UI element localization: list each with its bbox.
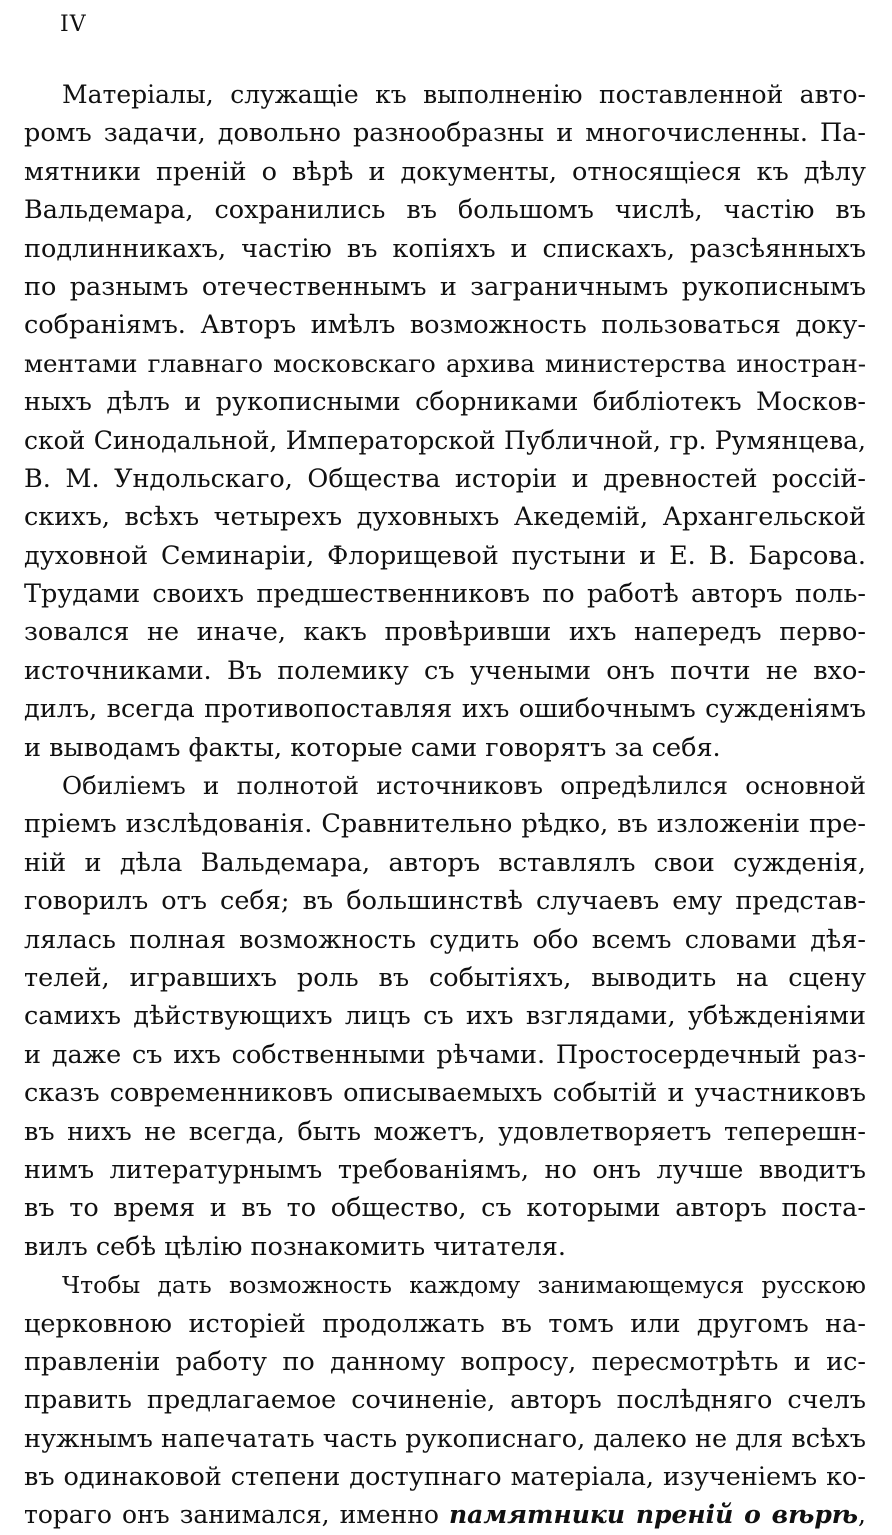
- text-line: Матеріалы, служащіе къ выполненію поставленной авто-: [62, 80, 866, 109]
- text-line: ромъ задачи, довольно разнообразны и многочисленны. Па-: [24, 118, 866, 149]
- text-line: говорилъ отъ себя; въ большинствѣ случаевъ ему представ-: [24, 886, 866, 917]
- text-line: телей, игравшихъ роль въ событіяхъ, выводить на сцену: [24, 962, 866, 993]
- text-line: пріемъ изслѣдованія. Сравнительно рѣдко, въ изложеніи пре-: [24, 809, 866, 840]
- text-line: въ нихъ не всегда, быть можетъ, удовлетворяетъ теперешн-: [24, 1116, 866, 1147]
- text-line: по разнымъ отечественнымъ и заграничнымъ рукописнымъ: [24, 271, 866, 302]
- text-line: нимъ литературнымъ требованіямъ, но онъ лучше вводитъ: [24, 1154, 866, 1185]
- text-line: дилъ, всегда противопоставляя ихъ ошибочнымъ сужденіямъ: [24, 694, 866, 725]
- text-line: мятники преній о вѣрѣ и документы, относящіеся къ дѣлу: [24, 156, 866, 187]
- text-line-suffix: ,: [858, 1500, 866, 1530]
- text-line: ныхъ дѣлъ и рукописными сборниками библіотекъ Москов-: [24, 387, 866, 418]
- text-line: собраніямъ. Авторъ имѣлъ возможность пользоваться доку-: [24, 310, 866, 341]
- text-line: подлинникахъ, частію въ копіяхъ и спискахъ, разсѣянныхъ: [24, 233, 866, 264]
- text-line: скихъ, всѣхъ четырехъ духовныхъ Акедемій, Архангельской: [24, 502, 866, 533]
- text-line: лялась полная возможность судить обо всемъ словами дѣя-: [24, 924, 866, 955]
- paragraph-3: [24, 1266, 866, 1535]
- text-line: духовной Семинаріи, Флорищевой пустыни и Е. В. Барсова.: [24, 540, 866, 571]
- body-text: [24, 76, 866, 1535]
- text-line: править предлагаемое сочиненіе, авторъ послѣдняго счелъ: [24, 1385, 866, 1416]
- text-line-prefix: тораго онъ занимался, именно: [24, 1500, 449, 1530]
- text-line: самихъ дѣйствующихъ лицъ съ ихъ взглядами, убѣжденіями: [24, 1001, 866, 1032]
- text-line: источниками. Въ полемику съ учеными онъ почти не вхо-: [24, 655, 866, 686]
- text-line: ментами главнаго московскаго архива министерства иностран-: [24, 348, 866, 378]
- text-line: въ то время и въ то общество, съ которыми авторъ поста-: [24, 1193, 866, 1224]
- text-line: правленіи работу по данному вопросу, пересмотрѣть и ис-: [24, 1346, 866, 1377]
- text-line: ній и дѣла Вальдемара, авторъ вставлялъ свои сужденія,: [24, 847, 866, 878]
- text-line: нужнымъ напечатать часть рукописнаго, далеко не для всѣхъ: [24, 1423, 866, 1454]
- paragraph-1: [24, 76, 866, 767]
- text-line: Трудами своихъ предшественниковъ по работѣ авторъ поль-: [24, 579, 866, 610]
- text-line: В. М. Ундольскаго, Общества исторіи и древностей россій-: [24, 463, 866, 494]
- text-line: Вальдемара, сохранились въ большомъ числѣ, частію въ: [24, 195, 866, 226]
- text-line: Чтобы дать возможность каждому занимающемуся русскою: [62, 1271, 866, 1300]
- text-line: и даже съ ихъ собственными рѣчами. Простосердечный раз-: [24, 1039, 866, 1070]
- text-line: сказъ современниковъ описываемыхъ событій и участниковъ: [24, 1078, 866, 1109]
- text-line: ской Синодальной, Императорской Публичной, гр. Румянцева,: [24, 425, 866, 455]
- paragraph-2: [24, 767, 866, 1266]
- text-line: Обиліемъ и полнотой источниковъ опредѣлился основной: [62, 771, 866, 801]
- text-line: зовался не иначе, какъ провѣривши ихъ напередъ перво-: [24, 617, 866, 648]
- text-line: [24, 1496, 866, 1534]
- text-line: вилъ себѣ цѣлію познакомить читателя.: [24, 1231, 566, 1262]
- page-number: IV: [60, 12, 87, 37]
- text-line: въ одинаковой степени доступнаго матеріала, изученіемъ ко-: [24, 1462, 866, 1493]
- text-line: церковною исторіей продолжать въ томъ или другомъ на-: [24, 1308, 866, 1339]
- text-line: и выводамъ факты, которые сами говорятъ за себя.: [24, 732, 721, 763]
- emphasized-phrase: памятники преній о вѣрѣ: [449, 1500, 859, 1530]
